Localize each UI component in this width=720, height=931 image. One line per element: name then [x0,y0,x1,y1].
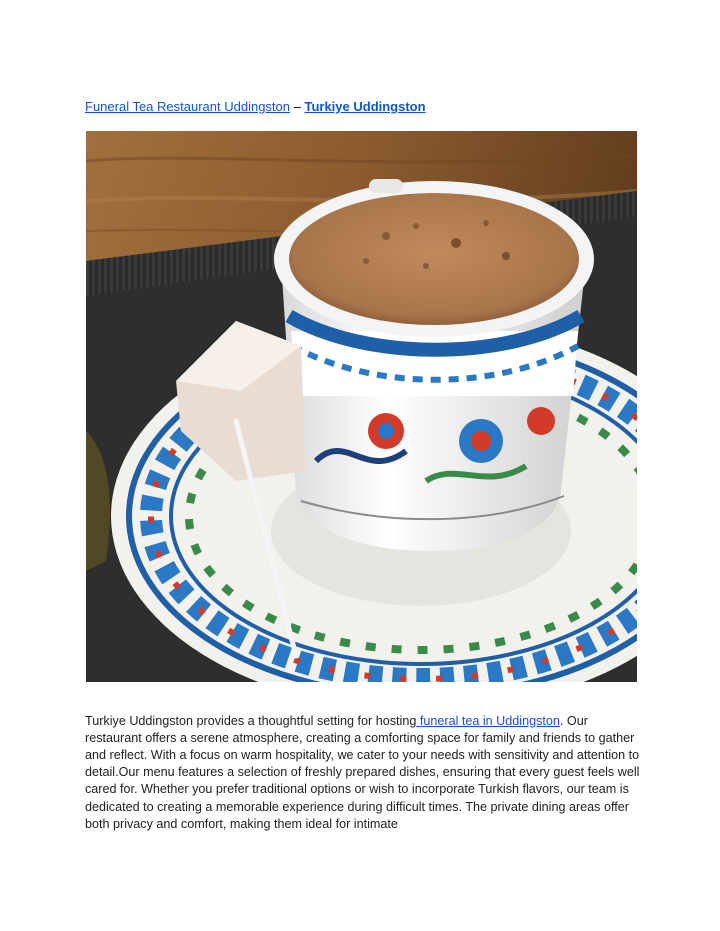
paragraph-rest: . Our restaurant offers a serene atmosphere, creating a comforting space for family and friends to gather and reflect. With a focus on warm hospitality, we cater to your needs with sensitivity and attention to detail.Our menu features a selection of freshly prepared dishes, ensuring that every guest feels well cared for. Whether you prefer traditional options or wish to incorporate Turkish flavors, our team is dedicated to creating a memorable experience during difficult times. The private dining areas offer both privacy and comfort, making them ideal for intimate [85,713,640,831]
paragraph-intro: Turkiye Uddingston provides a thoughtful setting for hosting [85,713,417,728]
coffee-photo [86,131,637,682]
article-paragraph [85,713,645,833]
turkiye-uddingston-link[interactable]: Turkiye Uddingston [304,99,426,114]
coffee-illustration [86,131,637,682]
heading-separator: – [290,99,305,114]
funeral-tea-link[interactable]: Funeral Tea Restaurant Uddingston [85,99,290,114]
page-heading [85,98,426,116]
funeral-tea-inline-link[interactable]: funeral tea in Uddingston [416,713,560,728]
